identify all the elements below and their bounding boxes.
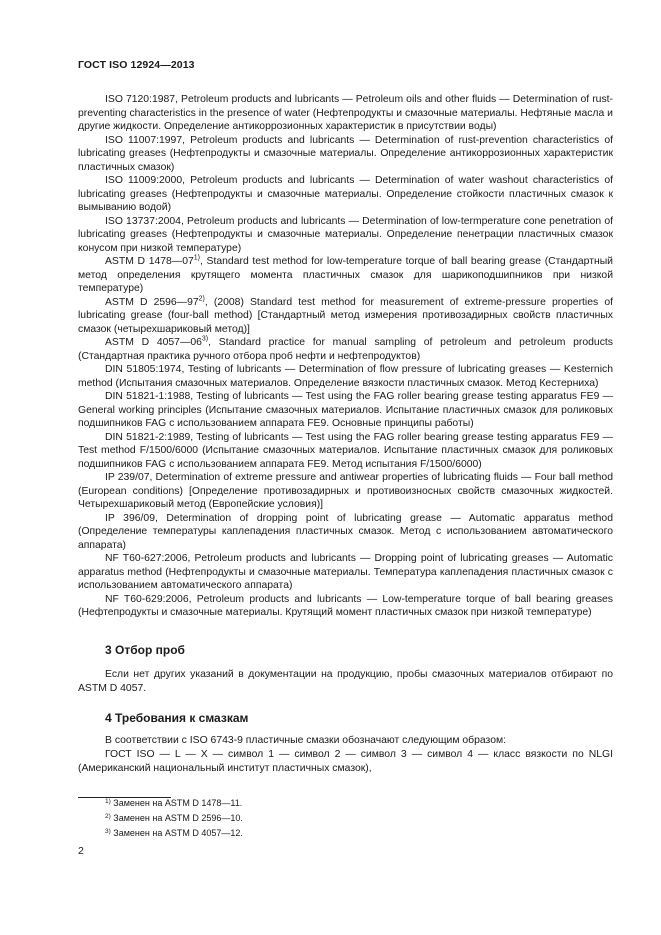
reference-item: DIN 51821-2:1989, Testing of lubricants — Test using the FAG roller bearing grease testing apparatus FE9 — Test method F/1500/6000 (Испытание смазочных материалов. Испытание пластичных смазок для роликовых подшипников FAG с использованием аппарата FE9. Метод испытания F/1500/6000) <box>78 431 613 470</box>
reference-item: ISO 11009:2000, Petroleum products and lubricants — Determination of water washout characteristics of lubricating greases (Нефтепродукты и смазочные материалы. Определение стойкости пластичных смазок к вымыванию водой) <box>78 175 613 213</box>
reference-code: ASTM D 4057—06 <box>105 337 202 348</box>
footnote-marker: 2) <box>198 295 205 303</box>
reference-item <box>78 336 613 363</box>
reference-code: ASTM D 2596—97 <box>105 296 199 308</box>
footnote-text: Заменен на ASTM D 1478—11. <box>113 798 243 808</box>
reference-title: , (2008) Standard test method for measurement of extreme-pressure properties of lubricating grease (four-ball method) [Стандартный метод измерения противозадирных свойств пластичных смазок (четырехшариковый метод)] <box>78 296 613 335</box>
footnote-mark: 3) <box>105 828 111 835</box>
reference-item <box>78 296 613 337</box>
reference-item: ISO 13737:2004, Petroleum products and lubricants — Determination of low-termperature cone penetration of lubricating greases (Нефтепродукты и смазочные материалы. Определение пенетрации пластичных смазок конусом при низкой температуре) <box>78 215 613 254</box>
document-header: ГОСТ ISO 12924—2013 <box>78 59 195 71</box>
reference-title: , Standard practice for manual sampling of petroleum and petroleum products (Стандартная практика ручного отбора проб нефти и нефтепродуктов) <box>78 337 613 362</box>
footnote-mark: 2) <box>105 813 111 820</box>
reference-item: NF T60-627:2006, Petroleum products and lubricants — Dropping point of lubricating greases — Automatic apparatus method (Нефтепродукты и смазочные материалы. Температура каплепадения пластичных смазок с использованием автоматического аппарата) <box>78 553 613 591</box>
section-4-heading: 4 Требования к смазкам <box>105 711 249 725</box>
reference-title: , Standard test method for low-temperature torque of ball bearing grease (Стандартный метод определения крутящего момента пластичных смазок для шарикоподшипников при низкой температуре) <box>78 256 613 294</box>
section-4-paragraph-2: ГОСТ ISO — L — X — символ 1 — символ 2 — символ 3 — символ 4 — класс вязкости по NLGI (Американский национальный институт пластичных смазок), <box>78 749 613 774</box>
reference-item: IP 239/07, Determination of extreme pressure and antiwear properties of lubricating fluids — Four ball method (European conditions) [Определение противозадирных и противоизносных свойств смазочных жидкостей. Четырехшариковый метод (Европейские условия)] <box>78 472 613 510</box>
reference-item: DIN 51805:1974, Testing of lubricants — Determination of flow pressure of lubricating greases — Kesternich method (Испытания смазочных материалов. Определение вязкости пластичных смазок. Метод Кестерниха) <box>78 364 613 389</box>
footnote-marker: 1) <box>193 254 200 262</box>
section-3-text: Если нет других указаний в документации на продукцию, пробы смазочных материалов отбирают по ASTM D 4057. <box>78 669 613 694</box>
reference-item: DIN 51821-1:1988, Testing of lubricants — Test using the FAG roller bearing grease testing apparatus FE9 — General working principles (Испытание смазочных материалов. Испытание пластичных смазок для роликовых подшипников FAG с использованием аппарата FE9. Основные принципы работы) <box>78 391 613 429</box>
footnote-marker: 3) <box>201 335 209 343</box>
footnote-mark: 1) <box>105 798 111 805</box>
footnote <box>105 828 243 838</box>
reference-item: IP 396/09, Determination of dropping point of lubricating grease — Automatic apparatus method (Определение температуры каплепадения пластичных смазок. Метод с использованием автоматического аппарата) <box>78 512 613 551</box>
normative-references <box>78 93 613 620</box>
footnote-text: Заменен на ASTM D 2596—10. <box>113 813 243 823</box>
footnote <box>105 813 243 823</box>
reference-item: ISO 11007:1997, Petroleum products and lubricants — Determination of rust-prevention characteristics of lubricating greases (Нефтепродукты и смазочные материалы. Определение антикоррозионных характеристик пластичных смазок) <box>78 134 613 173</box>
footnote-text: Заменен на ASTM D 4057—12. <box>113 828 243 838</box>
reference-code: ASTM D 1478—07 <box>105 256 194 267</box>
page-number: 2 <box>78 845 84 857</box>
reference-item: ISO 7120:1987, Petroleum products and lubricants — Petroleum oils and other fluids — Determination of rust-preventing characteristics in the presence of water (Нефтепродукты и смазочные материалы. Нефтяные масла и другие жидкости. Определение антикоррозионных характеристик в присутствии воды) <box>78 94 613 132</box>
section-3-heading: 3 Отбор проб <box>105 643 185 657</box>
reference-item: NF T60-629:2006, Petroleum products and lubricants — Low-temperature torque of ball bearing greases (Нефтепродукты и смазочные материалы. Крутящий момент пластичных смазок при низкой температуре) <box>78 593 613 618</box>
footnote <box>105 798 242 808</box>
section-4-paragraph-1: В соответствии с ISO 6743-9 пластичные смазки обозначают следующим образом: <box>105 735 507 746</box>
reference-item <box>78 255 613 296</box>
